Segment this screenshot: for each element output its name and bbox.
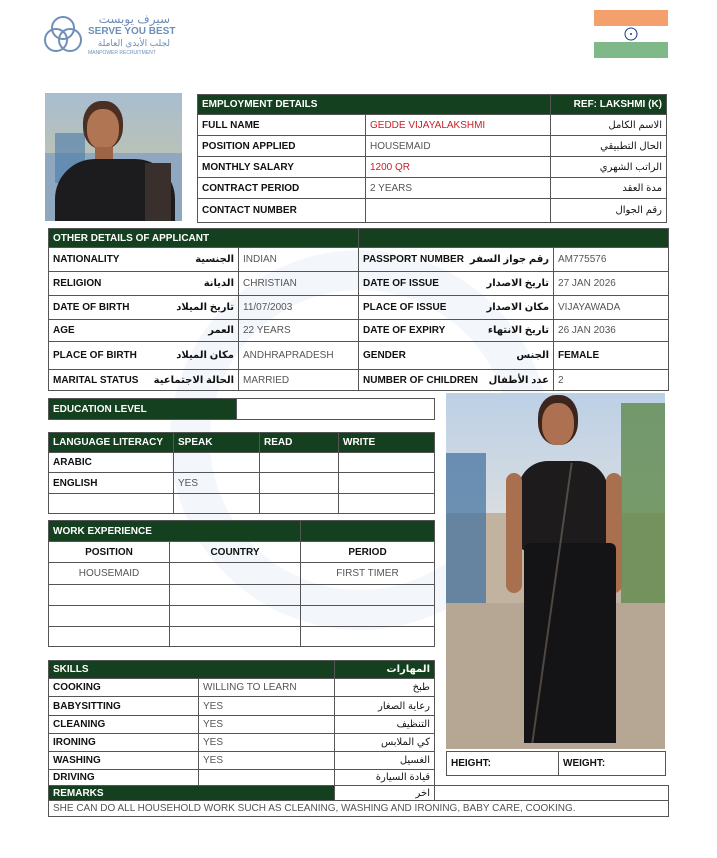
speak-header: SPEAK <box>174 433 260 453</box>
applicant-photo-full <box>446 393 665 749</box>
remarks-label: REMARKS <box>49 786 335 801</box>
table-row <box>49 606 435 627</box>
education-value <box>237 399 435 420</box>
interlocking-rings-logo-icon <box>40 12 86 58</box>
brand-name-en: SERVE YOU BEST <box>88 26 176 37</box>
place-of-issue-label: PLACE OF ISSUE مكان الاصدار <box>359 296 554 320</box>
education-table <box>48 398 435 420</box>
date-of-expiry-value: 26 JAN 2036 <box>554 320 669 342</box>
language-row <box>49 494 435 514</box>
skill-row: COOKING WILLING TO LEARN طبخ <box>49 679 435 697</box>
remarks-text: SHE CAN DO ALL HOUSEHOLD WORK SUCH AS CLEANING, WASHING AND IRONING, BABY CARE, COOKING. <box>49 801 669 817</box>
language-row: ARABIC <box>49 453 435 473</box>
religion-value: CHRISTIAN <box>239 272 359 296</box>
date-of-issue-label: DATE OF ISSUE تاريخ الاصدار <box>359 272 554 296</box>
other-details-header: OTHER DETAILS OF APPLICANT <box>49 229 359 248</box>
children-label: NUMBER OF CHILDREN عدد الأطفال <box>359 370 554 391</box>
work-experience-table <box>48 520 435 647</box>
gender-value: FEMALE <box>554 342 669 370</box>
skills-header-ar: المهارات <box>335 661 435 679</box>
remarks-table <box>48 785 669 817</box>
skill-row: CLEANING YES التنظيف <box>49 716 435 734</box>
brand-tagline-ar: لجلب الأيدي العاملة <box>97 38 170 48</box>
age-value: 22 YEARS <box>239 320 359 342</box>
gender-label: GENDER الجنس <box>359 342 554 370</box>
nationality-label: NATIONALITY الجنسية <box>49 248 239 272</box>
full-name-ar: الاسم الكامل <box>551 115 667 136</box>
full-name-value: GEDDE VIJAYALAKSHMI <box>366 115 551 136</box>
language-row: ENGLISH YES <box>49 473 435 494</box>
skill-row: IRONING YES كي الملابس <box>49 734 435 752</box>
employment-details-table <box>197 94 667 223</box>
height-field: HEIGHT: <box>447 752 559 776</box>
place-of-issue-value: VIJAYAWADA <box>554 296 669 320</box>
remarks-ar: اخر <box>335 786 435 801</box>
table-row <box>49 627 435 647</box>
date-of-birth-label: DATE OF BIRTH تاريخ الميلاد <box>49 296 239 320</box>
children-value: 2 <box>554 370 669 391</box>
passport-number-label: PASSPORT NUMBER رقم جواز السفر <box>359 248 554 272</box>
full-name-label: FULL NAME <box>198 115 366 136</box>
brand-tagline-en: MANPOWER RECRUITMENT <box>88 50 156 56</box>
date-of-issue-value: 27 JAN 2026 <box>554 272 669 296</box>
country-column: COUNTRY <box>170 542 301 563</box>
contact-number-value <box>366 199 551 223</box>
applicant-photo-small <box>45 93 182 221</box>
place-of-birth-value: ANDHRAPRADESH <box>239 342 359 370</box>
work-experience-header: WORK EXPERIENCE <box>49 521 301 542</box>
monthly-salary-ar: الراتب الشهري <box>551 157 667 178</box>
weight-field: WEIGHT: <box>559 752 666 776</box>
employment-header: EMPLOYMENT DETAILS <box>198 95 551 115</box>
position-applied-ar: الحال التطبيقي <box>551 136 667 157</box>
contact-number-ar: رقم الجوال <box>551 199 667 223</box>
language-literacy-table <box>48 432 435 514</box>
period-column: PERIOD <box>301 542 435 563</box>
age-label: AGE العمر <box>49 320 239 342</box>
contract-period-ar: مدة العقد <box>551 178 667 199</box>
date-of-birth-value: 11/07/2003 <box>239 296 359 320</box>
position-applied-value: HOUSEMAID <box>366 136 551 157</box>
table-row <box>49 585 435 606</box>
monthly-salary-label: MONTHLY SALARY <box>198 157 366 178</box>
skill-row: DRIVING قيادة السيارة <box>49 770 435 786</box>
passport-number-value: AM775576 <box>554 248 669 272</box>
skills-header: SKILLS <box>49 661 335 679</box>
position-applied-label: POSITION APPLIED <box>198 136 366 157</box>
skill-row: BABYSITTING YES رعاية الصغار <box>49 697 435 716</box>
measurements-table <box>446 751 666 776</box>
other-details-table <box>48 228 669 391</box>
skill-row: WASHING YES الغسيل <box>49 752 435 770</box>
marital-status-value: MARRIED <box>239 370 359 391</box>
education-label: EDUCATION LEVEL <box>49 399 237 420</box>
reference-code: REF: LAKSHMI (K) <box>551 95 667 115</box>
contract-period-label: CONTRACT PERIOD <box>198 178 366 199</box>
marital-status-label: MARITAL STATUS الحالة الاجتماعية <box>49 370 239 391</box>
religion-label: RELIGION الديانة <box>49 272 239 296</box>
language-header: LANGUAGE LITERACY <box>49 433 174 453</box>
contact-number-label: CONTACT NUMBER <box>198 199 366 223</box>
position-column: POSITION <box>49 542 170 563</box>
table-row: HOUSEMAID FIRST TIMER <box>49 563 435 585</box>
nationality-value: INDIAN <box>239 248 359 272</box>
write-header: WRITE <box>339 433 435 453</box>
skills-table <box>48 660 435 786</box>
read-header: READ <box>260 433 339 453</box>
brand-logo <box>40 12 175 62</box>
place-of-birth-label: PLACE OF BIRTH مكان الميلاد <box>49 342 239 370</box>
monthly-salary-value: 1200 QR <box>366 157 551 178</box>
brand-name-ar: سيرف يوبست <box>98 12 170 26</box>
date-of-expiry-label: DATE OF EXPIRY تاريخ الانتهاء <box>359 320 554 342</box>
india-flag-icon <box>594 10 668 58</box>
contract-period-value: 2 YEARS <box>366 178 551 199</box>
